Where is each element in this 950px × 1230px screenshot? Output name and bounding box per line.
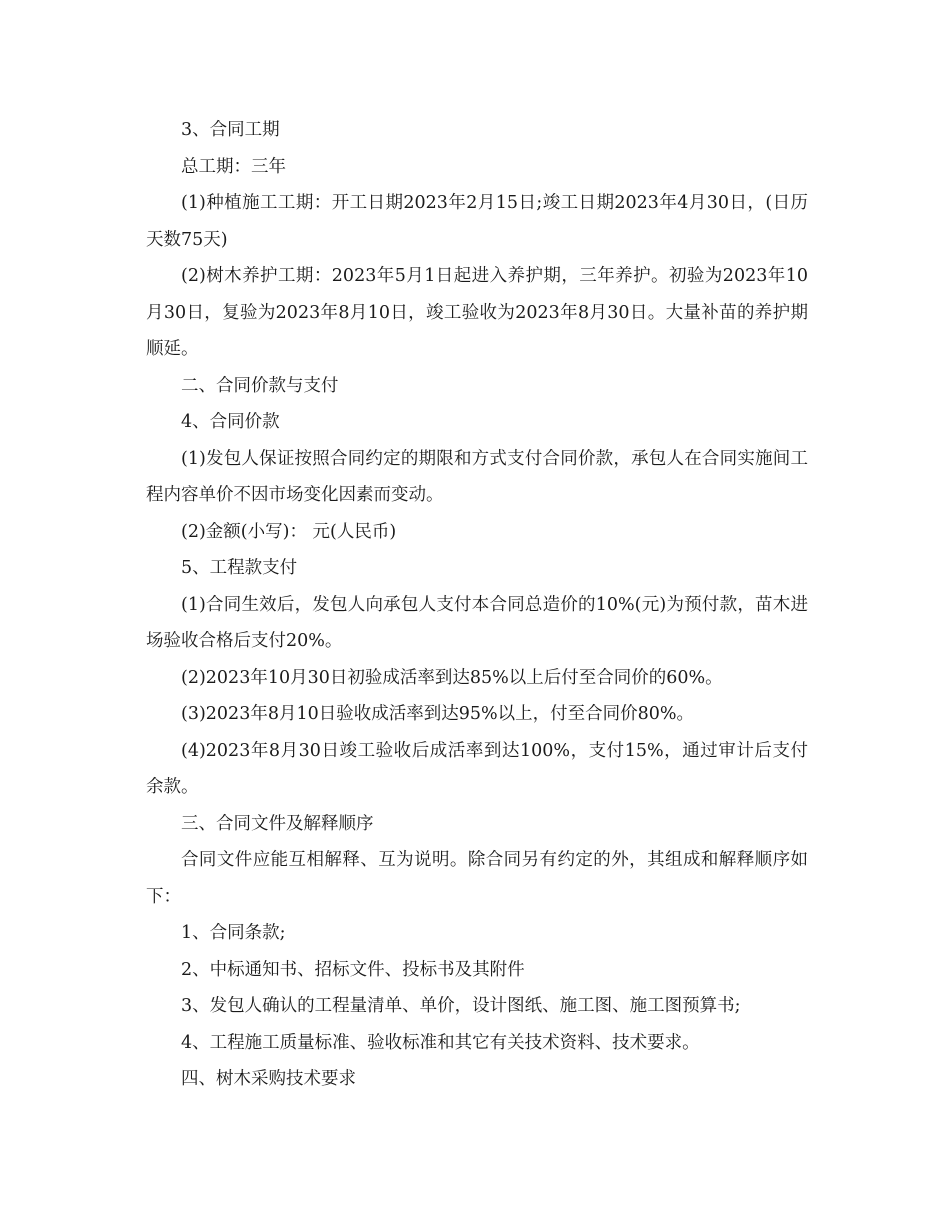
maintenance-period: (2)树木养护工期：2023年5月1日起进入养护期，三年养护。初验为2023年10月30日，复验为2023年8月10日，竣工验收为2023年8月30日。大量补苗的养护期顺延。 — [146, 266, 808, 359]
section-heading-duration: 3、合同工期 — [181, 120, 280, 140]
documents-intro: 合同文件应能互相解释、互为说明。除合同另有约定的外，其组成和解释顺序如下： — [146, 850, 808, 907]
section-heading-documents: 三、合同文件及解释顺序 — [181, 813, 374, 834]
total-duration: 总工期：三年 — [181, 156, 286, 177]
section-heading-payment: 5、工程款支付 — [181, 558, 298, 578]
payment-clause-3: (3)2023年8月10日验收成活率到达95%以上，付至合同价80%。 — [181, 704, 695, 724]
section-heading-tree-procurement: 四、树木采购技术要求 — [181, 1069, 356, 1089]
price-clause-amount: (2)金额(小写)： 元(人民币) — [181, 521, 397, 542]
section-heading-contract-price: 4、合同价款 — [181, 412, 280, 432]
payment-clause-4: (4)2023年8月30日竣工验收后成活率到达100%，支付15%，通过审计后支付余款。 — [146, 740, 808, 797]
section-heading-price-payment: 二、合同价款与支付 — [181, 375, 339, 396]
planting-period: (1)种植施工工期：开工日期2023年2月15日;竣工日期2023年4月30日，(日历天数75天) — [146, 193, 808, 250]
documents-item-1: 1、合同条款; — [181, 923, 286, 943]
price-clause-1: (1)发包人保证按照合同约定的期限和方式支付合同价款，承包人在合同实施间工程内容单价不因市场变化因素而变动。 — [146, 448, 808, 505]
document-body — [146, 112, 808, 1098]
documents-item-4: 4、工程施工质量标准、验收标准和其它有关技术资料、技术要求。 — [181, 1032, 700, 1053]
payment-clause-2: (2)2023年10月30日初验成活率到达85%以上后付至合同价的60%。 — [181, 667, 723, 688]
documents-item-2: 2、中标通知书、招标文件、投标书及其附件 — [181, 959, 525, 980]
documents-item-3: 3、发包人确认的工程量清单、单价，设计图纸、施工图、施工图预算书; — [181, 996, 741, 1016]
payment-clause-1: (1)合同生效后，发包人向承包人支付本合同总造价的10%(元)为预付款，苗木进场验收合格后支付20%。 — [146, 594, 808, 651]
